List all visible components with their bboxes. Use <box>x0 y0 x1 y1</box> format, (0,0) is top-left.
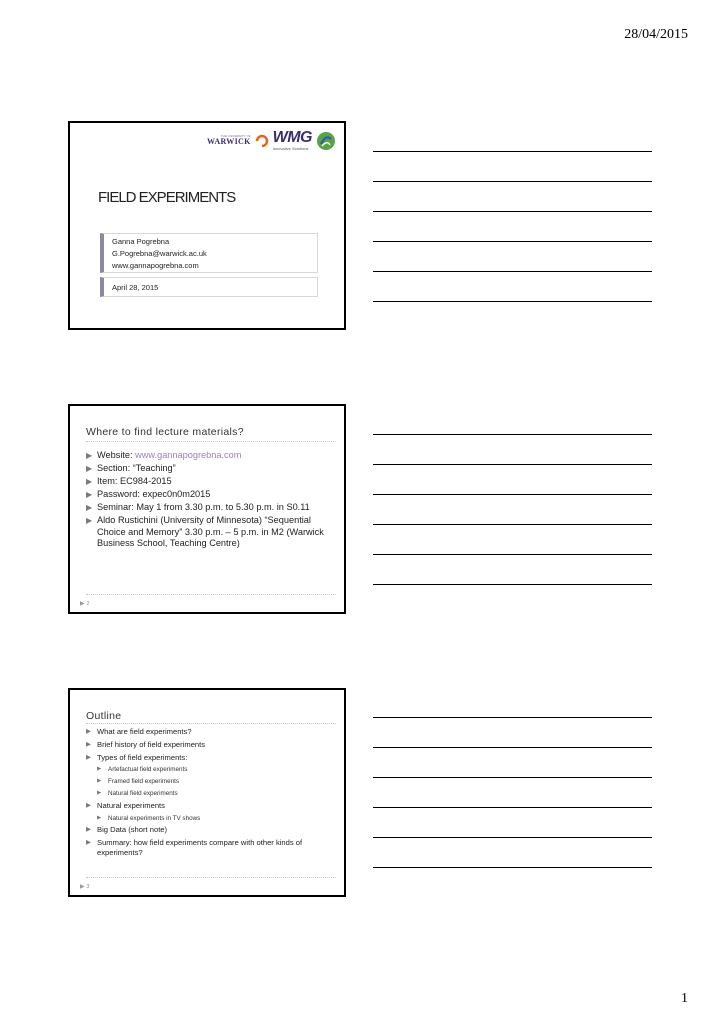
slide-number: 3 <box>86 884 90 890</box>
outline-list <box>86 727 328 861</box>
note-line <box>373 554 652 555</box>
slide-footer <box>80 600 89 607</box>
slide-3 <box>68 688 346 897</box>
slide-footer <box>80 883 89 890</box>
note-line <box>373 717 652 718</box>
bullet-icon: ▶ <box>86 490 93 499</box>
list-item <box>86 502 328 514</box>
title-divider <box>86 723 336 724</box>
list-item <box>86 489 328 501</box>
list-item <box>86 753 328 763</box>
slide-2 <box>68 404 346 614</box>
list-item <box>86 463 328 475</box>
slide-1 <box>68 121 346 330</box>
note-line <box>373 524 652 525</box>
sub-list-item <box>86 814 328 823</box>
bullet-icon: ▶ <box>86 516 93 525</box>
note-line <box>373 181 652 182</box>
notes-lines-2 <box>373 434 652 614</box>
list-item <box>86 801 328 811</box>
note-line <box>373 434 652 435</box>
note-line <box>373 807 652 808</box>
list-item-text: Big Data (short note) <box>97 825 168 835</box>
list-item-text: Aldo Rustichini (University of Minnesota) “Sequential Choice and Memory” 3.30 p.m. – 5 p.m. in M2 (Warwick Business School, Teaching Centre) <box>97 515 324 548</box>
sub-list-item <box>86 777 328 786</box>
bullet-icon: ▶ <box>97 814 102 821</box>
note-line <box>373 271 652 272</box>
sub-list-item <box>86 789 328 798</box>
list-item-text: Natural experiments in TV shows <box>108 814 201 822</box>
slide-title: FIELD EXPERIMENTS <box>98 189 236 206</box>
bullet-icon: ▶ <box>97 778 102 785</box>
note-line <box>373 747 652 748</box>
note-line <box>373 464 652 465</box>
bullet-icon: ▶ <box>97 766 102 773</box>
note-line <box>373 211 652 212</box>
list-item-text: Brief history of field experiments <box>97 739 206 749</box>
wmg-logo-tagline: Innovative Solutions <box>272 146 309 151</box>
list-item <box>86 740 328 750</box>
wmg-logo <box>273 130 312 151</box>
footer-divider <box>86 877 336 878</box>
warwick-logo-text: WARWICK <box>207 137 251 146</box>
slide-number: 2 <box>86 601 90 607</box>
bullet-icon: ▶ <box>86 464 93 473</box>
list-item <box>86 515 328 550</box>
list-item-text: Natural field experiments <box>108 789 178 797</box>
list-item <box>86 476 328 488</box>
bullet-icon: ▶ <box>86 826 91 834</box>
note-line <box>373 494 652 495</box>
logo-group <box>207 130 336 151</box>
note-line <box>373 584 652 585</box>
list-item <box>86 450 328 462</box>
page-number: 1 <box>681 991 688 1006</box>
list-item-text: Artefactual field experiments <box>108 766 188 774</box>
list-item-text: Seminar: May 1 from 3.30 p.m. to 5.30 p.m. in S0.11 <box>97 502 310 512</box>
bullet-icon: ▶ <box>86 728 91 735</box>
wmg-swirl-icon <box>255 134 269 148</box>
note-line <box>373 777 652 778</box>
note-line <box>373 837 652 838</box>
bullet-icon: ▶ <box>86 451 93 460</box>
bullet-icon: ▶ <box>86 801 91 809</box>
slide-title: Outline <box>86 710 122 722</box>
list-item-text: Password: expec0n0m2015 <box>97 489 211 499</box>
list-item-text: Framed field experiments <box>108 778 180 786</box>
header-date: 28/04/2015 <box>624 27 688 42</box>
list-item-text: What are field experiments? <box>97 727 192 736</box>
author-info-box <box>100 233 318 273</box>
date-box <box>100 277 318 297</box>
bullet-icon: ▶ <box>86 477 93 486</box>
list-item-text: Summary: how field experiments compare with other kinds of experiments? <box>97 838 303 858</box>
author-website[interactable]: www.gannapogrebna.com <box>112 261 199 270</box>
author-email[interactable]: G.Pogrebna@warwick.ac.uk <box>112 249 207 258</box>
list-item-text: Natural experiments <box>97 800 165 810</box>
footer-arrow-icon: ▶ <box>80 601 85 607</box>
note-line <box>373 241 652 242</box>
list-item <box>86 825 328 835</box>
bullet-list <box>86 450 328 551</box>
sub-list-item <box>86 765 328 774</box>
notes-lines-3 <box>373 717 652 897</box>
wmg-logo-text: WMG <box>272 129 312 146</box>
note-line <box>373 301 652 302</box>
bullet-icon: ▶ <box>86 753 91 761</box>
bullet-icon: ▶ <box>86 503 93 512</box>
website-label: Website: <box>97 450 136 460</box>
circle-logo-icon <box>316 131 336 151</box>
title-divider <box>86 441 336 442</box>
note-line <box>373 867 652 868</box>
website-link[interactable]: www.gannapogrebna.com <box>135 450 242 460</box>
warwick-logo-small-text: THE UNIVERSITY OF <box>220 134 251 138</box>
list-item-text: Section: “Teaching” <box>97 463 176 473</box>
footer-divider <box>86 594 336 595</box>
bullet-icon: ▶ <box>86 839 91 847</box>
warwick-logo <box>207 135 251 146</box>
bullet-icon: ▶ <box>86 740 91 748</box>
footer-arrow-icon: ▶ <box>80 884 85 890</box>
list-item <box>86 727 328 737</box>
slide-title: Where to find lecture materials? <box>86 426 244 438</box>
note-line <box>373 151 652 152</box>
author-name: Ganna Pogrebna <box>112 237 170 246</box>
slide-date: April 28, 2015 <box>112 283 159 292</box>
list-item <box>86 838 328 858</box>
bullet-icon: ▶ <box>97 789 102 796</box>
list-item-text: Item: EC984-2015 <box>97 476 172 486</box>
notes-lines-1 <box>373 151 652 331</box>
list-item-text: Types of field experiments: <box>97 752 188 762</box>
